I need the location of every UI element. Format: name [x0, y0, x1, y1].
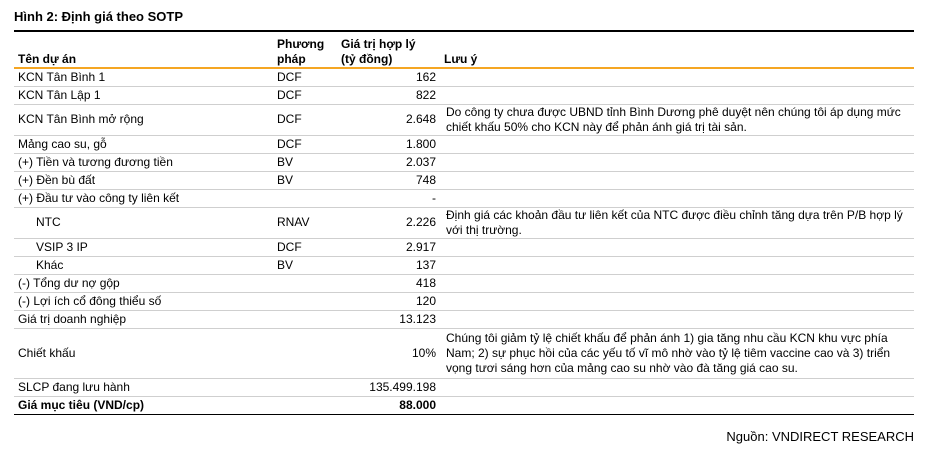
header-project: Tên dự án: [18, 52, 77, 66]
row-value: 2.648: [405, 112, 436, 126]
row-name: KCN Tân Lập 1: [18, 87, 101, 102]
table-row: [14, 310, 914, 328]
table-row: [14, 171, 914, 189]
row-value: 120: [415, 293, 436, 308]
row-method: DCF: [277, 112, 302, 126]
table-row: [14, 153, 914, 171]
table-row: [14, 256, 914, 274]
row-method: [273, 328, 337, 378]
row-value: 748: [415, 172, 436, 187]
figure-title: Hình 2: Định giá theo SOTP: [14, 9, 183, 24]
row-name: (-) Tổng dư nợ gộp: [18, 275, 120, 290]
row-note: [440, 274, 914, 292]
row-name: (+) Đền bù đất: [18, 172, 96, 187]
row-note: [440, 86, 914, 104]
row-name: KCN Tân Bình 1: [18, 69, 106, 84]
row-method: DCF: [277, 239, 302, 254]
table-row: [14, 238, 914, 256]
row-value: 2.037: [405, 154, 436, 169]
table-row: [14, 189, 914, 207]
row-value: 2.917: [405, 239, 436, 254]
header-value: Giá trị hợp lý (tỷ đồng): [341, 37, 416, 66]
table-row: [14, 207, 914, 238]
row-value: 418: [415, 275, 436, 290]
row-note: [440, 153, 914, 171]
row-note: [440, 238, 914, 256]
row-note: Do công ty chưa được UBND tỉnh Bình Dương phê duyệt nên chúng tôi áp dụng mức chiết khấu 50% cho KCN này để phản ánh giá trị tài sản.: [446, 104, 901, 134]
table-row: [14, 378, 914, 396]
table-row: [14, 68, 914, 86]
table-row: [14, 274, 914, 292]
row-method: DCF: [277, 69, 302, 84]
row-name: (+) Đầu tư vào công ty liên kết: [18, 190, 180, 205]
row-note: Chúng tôi giảm tỷ lệ chiết khấu để phản ánh 1) gia tăng nhu cầu KCN khu vực phía Nam; 2) sự phục hồi của các yếu tố vĩ mô nhờ vào tỷ lệ tiêm vaccine cao và 3) triển vọng tươi sáng hơn của mảng cao su nhờ vào đà tăng giá cao su.: [446, 330, 891, 375]
row-method: [273, 274, 337, 292]
row-value: 137: [415, 257, 436, 272]
row-value: 13.123: [399, 311, 436, 326]
row-name: (-) Lợi ích cổ đông thiểu số: [18, 293, 162, 308]
row-value: 1.800: [405, 136, 436, 151]
row-note: Định giá các khoản đầu tư liên kết của NTC được điều chỉnh tăng dựa trên P/B hợp lý với thị trường.: [446, 207, 903, 237]
header-note: Lưu ý: [444, 52, 478, 66]
row-value: 2.226: [405, 215, 436, 229]
table-row-target-price: [14, 396, 914, 414]
row-name: Khác: [36, 257, 64, 272]
row-note: [440, 171, 914, 189]
row-method: BV: [277, 257, 294, 272]
row-name: Giá trị doanh nghiệp: [18, 311, 127, 326]
row-method: [273, 396, 337, 414]
row-method: RNAV: [277, 215, 310, 229]
row-method: [273, 310, 337, 328]
table-row: [14, 135, 914, 153]
row-note: [440, 396, 914, 414]
row-name: SLCP đang lưu hành: [18, 379, 130, 394]
row-method: BV: [277, 172, 294, 187]
row-value: 135.499.198: [369, 379, 436, 394]
table-row: [14, 86, 914, 104]
row-method: [273, 292, 337, 310]
row-note: [440, 378, 914, 396]
table-row: [14, 292, 914, 310]
row-method: DCF: [277, 87, 302, 102]
row-note: [440, 310, 914, 328]
valuation-table: [14, 34, 914, 415]
table-row: [14, 104, 914, 135]
header-method: Phương pháp: [277, 37, 325, 66]
row-method: [273, 378, 337, 396]
row-value: 822: [415, 87, 436, 102]
row-name: NTC: [36, 215, 61, 229]
row-note: [440, 189, 914, 207]
row-note: [440, 292, 914, 310]
row-method: BV: [277, 154, 294, 169]
row-method: [273, 189, 337, 207]
table-row: [14, 328, 914, 378]
row-note: [440, 256, 914, 274]
row-name: KCN Tân Bình mở rộng: [18, 112, 144, 126]
row-method: DCF: [277, 136, 302, 151]
source-note: Nguồn: VNDIRECT RESEARCH: [726, 429, 914, 444]
row-name: Chiết khấu: [18, 345, 76, 360]
row-note: [440, 135, 914, 153]
row-name: (+) Tiền và tương đương tiền: [18, 154, 173, 169]
row-value: 88.000: [399, 397, 436, 412]
row-value: 162: [415, 69, 436, 84]
top-rule: [14, 30, 914, 32]
row-name: Mảng cao su, gỗ: [18, 136, 107, 151]
row-name: Giá mục tiêu (VND/cp): [18, 397, 145, 412]
header-row: [14, 34, 914, 68]
row-name: VSIP 3 IP: [36, 239, 88, 254]
row-note: [440, 68, 914, 86]
row-value: 10%: [411, 345, 436, 360]
row-value: -: [432, 190, 436, 205]
